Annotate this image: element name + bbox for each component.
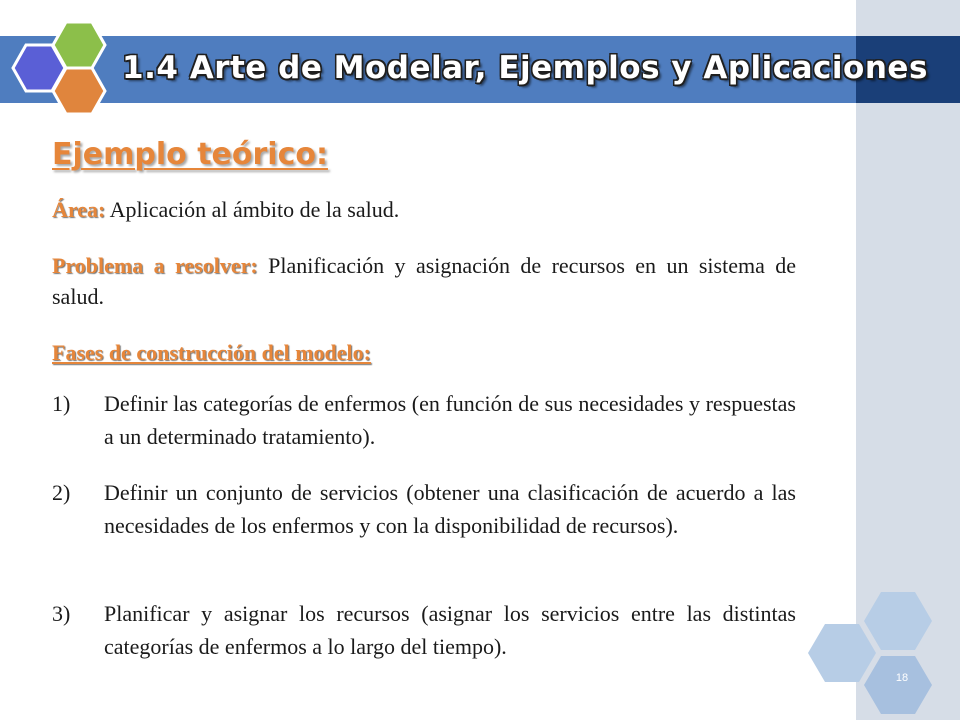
- corner-hexagon-left-icon: [808, 624, 876, 682]
- hexagon-logo: [0, 0, 120, 120]
- phase-text: Definir un conjunto de servicios (obtener una clasificación de acuerdo a las necesidades de los enfermos y con la disponibilidad de recursos).: [104, 480, 796, 538]
- phase-item: [52, 597, 796, 663]
- example-heading: Ejemplo teórico:: [52, 137, 328, 172]
- orange-hexagon-icon: [53, 68, 105, 114]
- problem-label: Problema a resolver:: [52, 253, 258, 278]
- corner-hexagons: [800, 585, 960, 720]
- area-label: Área:: [52, 197, 106, 222]
- phase-number: 3): [52, 601, 71, 626]
- phase-number: 1): [52, 391, 71, 416]
- phase-item: [52, 387, 796, 453]
- phase-item: [52, 476, 796, 542]
- phase-number: 2): [52, 480, 71, 505]
- slide-title: 1.4 Arte de Modelar, Ejemplos y Aplicaciones: [122, 50, 928, 86]
- phases-heading: Fases de construcción del modelo:: [52, 340, 371, 365]
- area-text: Aplicación al ámbito de la salud.: [105, 197, 400, 222]
- phases-heading-paragraph: [52, 337, 796, 368]
- area-paragraph: [52, 194, 796, 225]
- page-number: 18: [895, 672, 909, 684]
- corner-hexagon-top-icon: [864, 592, 932, 650]
- corner-hexagon-bottom-icon: [864, 656, 932, 714]
- green-hexagon-icon: [53, 22, 105, 68]
- phase-text: Planificar y asignar los recursos (asignar los servicios entre las distintas categorías de enfermos a lo largo del tiempo).: [104, 601, 796, 659]
- problem-paragraph: [52, 250, 796, 312]
- problem-text: Planificación y asignación de recursos en un sistema de salud.: [52, 253, 796, 309]
- phase-text: Definir las categorías de enfermos (en función de sus necesidades y respuestas a un determinado tratamiento).: [104, 391, 796, 449]
